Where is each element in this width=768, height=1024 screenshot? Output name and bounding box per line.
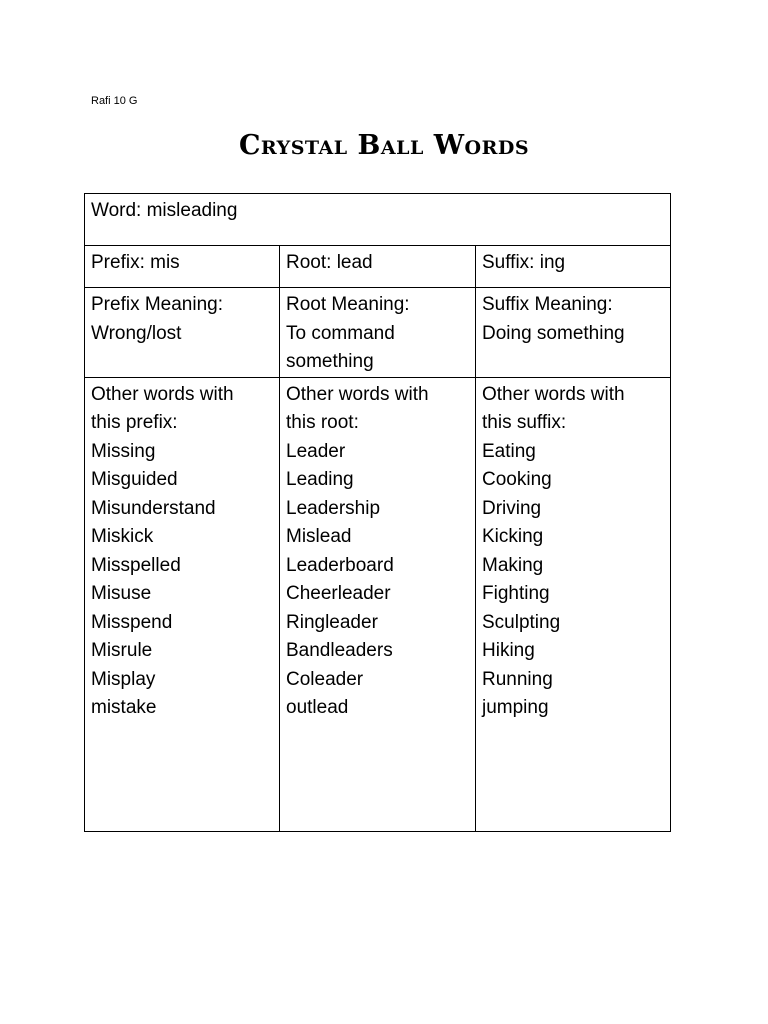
page-title: Crystal Ball Words bbox=[238, 130, 530, 161]
cell-line: Leaderboard bbox=[286, 554, 394, 576]
cell-line: Fighting bbox=[482, 583, 550, 604]
cell-line: Doing something bbox=[482, 322, 625, 344]
crystal-ball-table bbox=[84, 193, 671, 832]
cell-line: Mislead bbox=[286, 526, 352, 547]
cell-line: Other words with bbox=[482, 383, 625, 405]
cell-line: Ringleader bbox=[286, 611, 378, 633]
cell-line: outlead bbox=[286, 697, 349, 718]
cell-line: Cooking bbox=[482, 469, 552, 490]
cell-line: this root: bbox=[286, 412, 359, 433]
cell-line: Kicking bbox=[482, 526, 544, 547]
cell-line: Running bbox=[482, 668, 553, 690]
cell-line: jumping bbox=[482, 697, 549, 718]
cell-line: Other words with bbox=[286, 383, 429, 405]
cell-line: Coleader bbox=[286, 668, 364, 690]
cell-line: Misunderstand bbox=[91, 497, 216, 519]
cell-line: Root Meaning: bbox=[286, 294, 410, 315]
cell-line: Wrong/lost bbox=[91, 322, 182, 344]
cell-line: this suffix: bbox=[482, 412, 567, 433]
cell-line: this prefix: bbox=[91, 412, 178, 433]
cell-line: To command bbox=[286, 322, 395, 344]
suffix-other-words-cell bbox=[476, 377, 671, 831]
prefix-other-words-cell bbox=[85, 377, 280, 831]
root-other-words-cell bbox=[280, 377, 476, 831]
cell-line: Cheerleader bbox=[286, 583, 391, 604]
cell-line: mistake bbox=[91, 697, 157, 718]
word-row bbox=[85, 194, 671, 246]
meanings-row bbox=[85, 288, 671, 378]
cell-line: Misuse bbox=[91, 583, 152, 604]
cell-line: Other words with bbox=[91, 383, 234, 405]
root-cell: Root: lead bbox=[280, 246, 476, 288]
cell-line: Missing bbox=[91, 440, 156, 462]
cell-line: Hiking bbox=[482, 640, 535, 661]
prefix-cell: Prefix: mis bbox=[85, 246, 280, 288]
author-name: Rafi 10 G bbox=[91, 95, 138, 107]
word-parts-row bbox=[85, 246, 671, 288]
cell-line: Bandleaders bbox=[286, 640, 393, 661]
cell-line: Misguided bbox=[91, 469, 178, 490]
cell-line: Driving bbox=[482, 497, 542, 519]
cell-line: Leadership bbox=[286, 497, 381, 519]
prefix-meaning-cell bbox=[85, 288, 280, 378]
cell-line: something bbox=[286, 351, 374, 372]
suffix-meaning-cell bbox=[476, 288, 671, 378]
suffix-cell: Suffix: ing bbox=[476, 246, 671, 288]
cell-line: Sculpting bbox=[482, 611, 561, 633]
cell-line: Eating bbox=[482, 440, 536, 462]
cell-line: Misplay bbox=[91, 668, 156, 690]
cell-line: Miskick bbox=[91, 526, 154, 547]
other-words-row bbox=[85, 377, 671, 831]
cell-line: Making bbox=[482, 554, 544, 576]
cell-line: Misspelled bbox=[91, 554, 181, 576]
cell-line: Misspend bbox=[91, 611, 173, 633]
cell-line: Misrule bbox=[91, 640, 153, 661]
cell-line: Prefix Meaning: bbox=[91, 294, 224, 315]
cell-line: Suffix Meaning: bbox=[482, 294, 613, 315]
word-cell: Word: misleading bbox=[85, 194, 671, 246]
cell-line: Leading bbox=[286, 469, 354, 490]
cell-line: Leader bbox=[286, 440, 346, 462]
root-meaning-cell bbox=[280, 288, 476, 378]
